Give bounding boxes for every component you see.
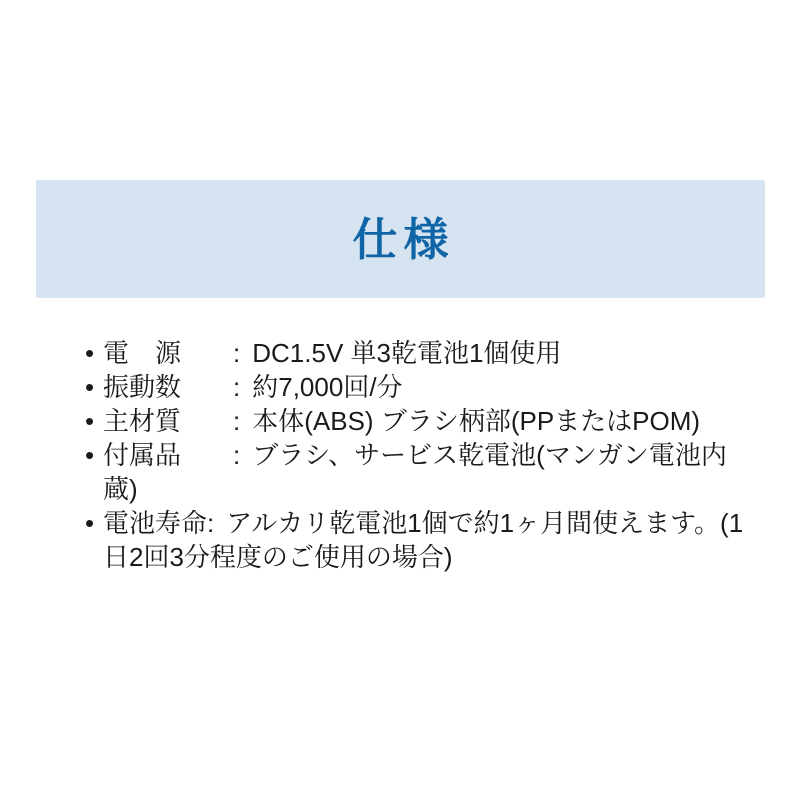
spec-separator: : [233, 338, 241, 368]
list-item [85, 438, 745, 506]
bullet-icon: • [85, 508, 95, 538]
list-item [85, 336, 745, 370]
list-item [85, 370, 745, 404]
list-item [85, 506, 745, 574]
bullet-icon: • [85, 440, 95, 470]
list-item [85, 404, 745, 438]
spec-value: ブラシ、サービス乾電池(マンガン電池内蔵) [103, 440, 727, 504]
spec-value: DC1.5V 単3乾電池1個使用 [252, 338, 562, 368]
spec-label: 主材質 [103, 406, 234, 436]
spec-value: 本体(ABS) ブラシ柄部(PPまたはPOM) [252, 406, 701, 436]
spec-title-band [36, 180, 765, 298]
spec-separator: : [233, 372, 241, 402]
bullet-icon: • [85, 406, 95, 436]
spec-label: 振動数 [103, 372, 234, 402]
page-title: 仕様 [352, 213, 455, 265]
bullet-icon: • [85, 372, 95, 402]
spec-list [85, 336, 745, 574]
spec-label: 電 源 [103, 338, 234, 368]
bullet-icon: • [85, 338, 95, 368]
spec-value: 約7,000回/分 [252, 372, 403, 402]
spec-label: 電池寿命 [103, 508, 208, 538]
spec-separator: : [233, 406, 241, 436]
spec-value: アルカリ乾電池1個で約1ヶ月間使えます。(1日2回3分程度のご使用の場合) [103, 508, 744, 572]
spec-label: 付属品 [103, 440, 234, 470]
spec-separator: : [233, 440, 241, 470]
spec-separator: : [207, 508, 215, 538]
